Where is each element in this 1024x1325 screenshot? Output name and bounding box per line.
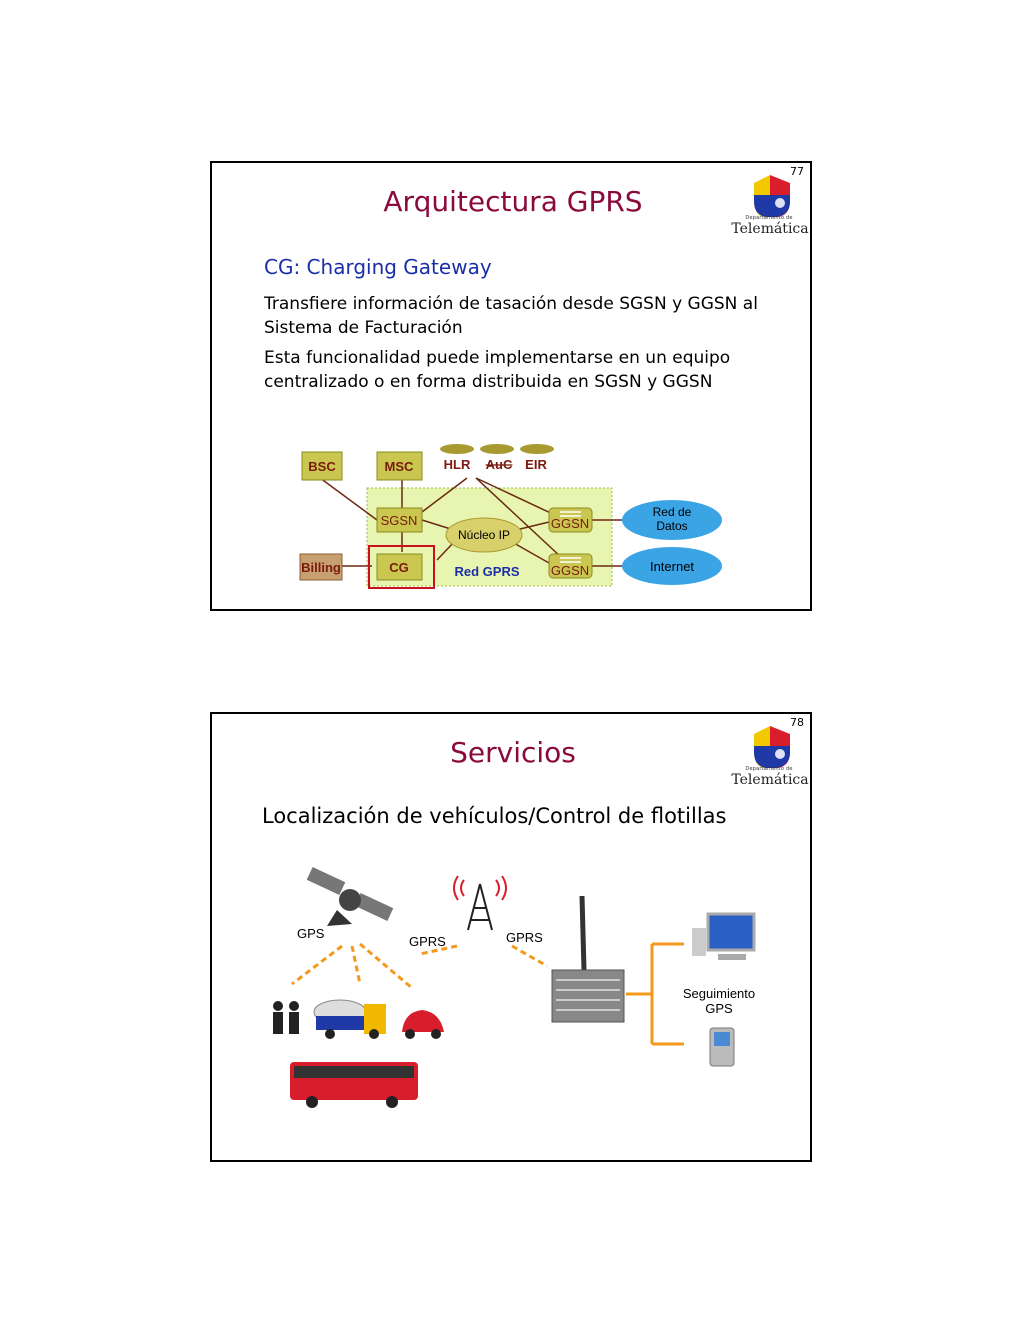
server-icon (552, 896, 624, 1022)
subheading: Localización de vehículos/Control de flotillas (262, 804, 727, 828)
logo-dept-label: Departamento de (745, 766, 793, 772)
gprs-tower-icon (454, 876, 506, 930)
gps-arrows (292, 944, 547, 988)
msc-node (377, 452, 422, 480)
svg-text:CG: CG (389, 560, 409, 575)
hlr-auc-eir-nodes (440, 444, 554, 472)
svg-text:MSC: MSC (384, 459, 414, 474)
subheading: CG: Charging Gateway (264, 255, 492, 279)
paragraph-2: Esta funcionalidad puede implementarse en un equipo centralizado o en forma distribuida en SGSN y GGSN (264, 348, 731, 392)
slide-title: Arquitectura GPRS (383, 185, 643, 218)
red-gprs-label: Red GPRS (454, 564, 520, 579)
billing-node (300, 554, 342, 580)
ggsn-bottom-node (549, 554, 592, 578)
gps-label: GPS (297, 926, 325, 941)
car-icon (402, 1010, 444, 1039)
internet-cloud (622, 547, 722, 585)
svg-text:HLR: HLR (443, 457, 471, 472)
svg-text:Billing: Billing (301, 560, 341, 575)
svg-text:SGSN: SGSN (380, 513, 418, 528)
tracking-connector (626, 944, 684, 1044)
ggsn-top-node (549, 508, 592, 532)
paragraph-1: Transfiere información de tasación desde SGSN y GGSN al Sistema de Facturación (264, 294, 758, 338)
svg-text:Datos: Datos (656, 519, 688, 533)
svg-text:Internet: Internet (649, 559, 695, 574)
tracking-label-line1: Seguimiento (682, 986, 756, 1001)
svg-text:AuC: AuC (485, 457, 513, 472)
svg-text:GGSN: GGSN (550, 516, 590, 531)
satellite-icon (307, 867, 394, 926)
truck-icon (314, 1000, 386, 1039)
slide-number: 78 (790, 716, 804, 729)
svg-text:GGSN: GGSN (550, 563, 590, 578)
svg-text:EIR: EIR (525, 457, 547, 472)
core-ip-cloud (446, 518, 522, 552)
data-network-cloud (622, 500, 722, 540)
svg-text:Núcleo IP: Núcleo IP (457, 528, 511, 542)
slide-number: 77 (790, 165, 804, 178)
bsc-node (302, 452, 342, 480)
svg-text:BSC: BSC (308, 459, 336, 474)
bus-icon (290, 1062, 418, 1108)
gprs-left-label: GPRS (409, 934, 446, 949)
tracking-label-line2: GPS (705, 1001, 733, 1016)
sgsn-node (377, 508, 422, 532)
vehicle-tracking-diagram (252, 866, 792, 1156)
slide-77 (210, 161, 812, 611)
svg-text:Red de: Red de (652, 505, 692, 519)
logo-name: Telemática (731, 221, 809, 237)
phone-icon (710, 1028, 734, 1066)
gprs-right-label: GPRS (506, 930, 543, 945)
logo-name: Telemática (731, 772, 809, 788)
gprs-architecture-diagram (272, 438, 752, 598)
slide-title: Servicios (450, 736, 576, 769)
people-icon (273, 1001, 299, 1034)
computer-icon (692, 914, 754, 960)
logo-dept-label: Departamento de (745, 215, 793, 221)
slide-78 (210, 712, 812, 1162)
